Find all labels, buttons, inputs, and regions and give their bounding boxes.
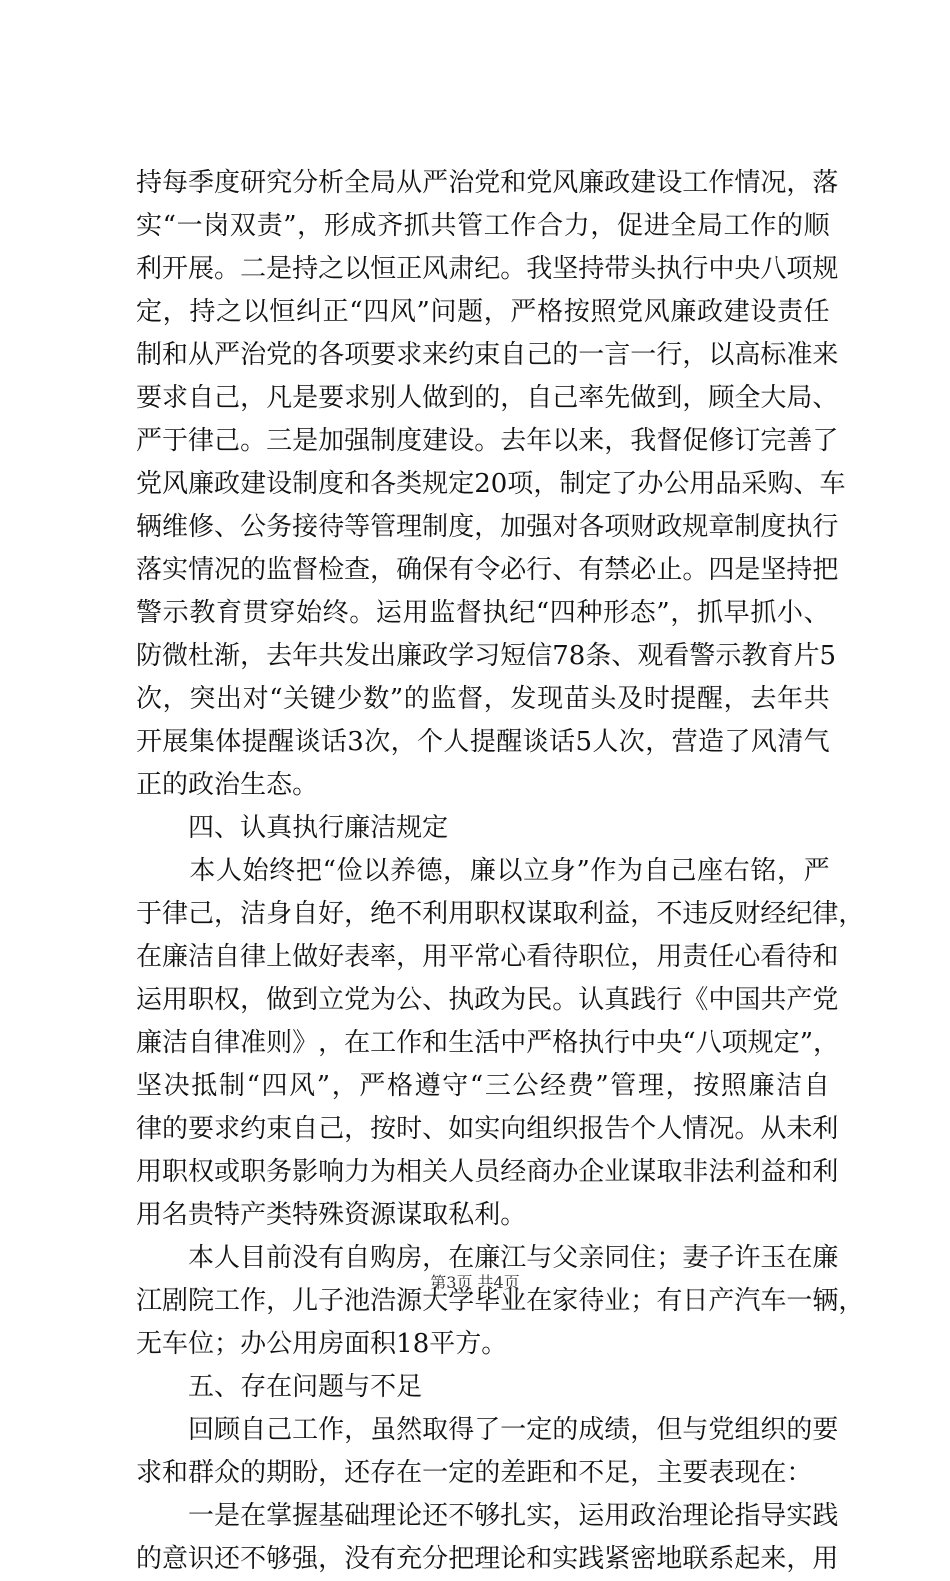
text-line: 次 ， 突 出 对 “ 关 键 少 数 ” 的 监 督 ， 发 现 苗 头 及 时 提 醒 ， 去 年 共	[136, 684, 830, 714]
text-line: 在 廉 洁 自 律 上 做 好 表 率 ， 用 平 常 心 看 待 职 位 ， 用 责 任 心 看 待 和	[136, 942, 839, 972]
page-footer: 第3页 共4页	[430, 1273, 520, 1292]
text-line: 五 、 存 在 问 题 与 不 足	[188, 1372, 423, 1402]
text-line: 四 、 认 真 执 行 廉 洁 规 定	[188, 813, 449, 843]
text-line: 防 微 杜 渐 ， 去 年 共 发 出 廉 政 学 习 短 信 78 条 、 观 看 警 示 教 育 片 5	[136, 641, 837, 671]
text-line: 党 风 廉 政 建 设 制 度 和 各 类 规 定 20 项 ， 制 定 了 办 公 用 品 采 购 、 车	[136, 469, 846, 499]
text-line: 于 律 己 ， 洁 身 自 好 ， 绝 不 利 用 职 权 谋 取 利 益 ， 不 违 反 财 经 纪 律 ，	[136, 899, 865, 929]
text-line: 本 人 目 前 没 有 自 购 房 ， 在 廉 江 与 父 亲 同 住 ； 妻 子 许 玉 在 廉	[188, 1243, 839, 1273]
text-line: 持 每 季 度 研 究 分 析 全 局 从 严 治 党 和 党 风 廉 政 建 设 工 作 情 况 ， 落	[136, 168, 839, 198]
text-line: 辆 维 修 、 公 务 接 待 等 管 理 制 度 ， 加 强 对 各 项 财 政 规 章 制 度 执 行	[136, 512, 839, 542]
text-line: 本 人 始 终 把 “ 俭 以 养 德 ， 廉 以 立 身 ” 作 为 自 己 座 右 铭 ， 严	[189, 856, 830, 886]
document-body	[136, 162, 865, 1581]
text-line: 用 职 权 或 职 务 影 响 力 为 相 关 人 员 经 商 办 企 业 谋 取 非 法 利 益 和 利	[136, 1157, 839, 1187]
text-line: 落 实 情 况 的 监 督 检 查 ， 确 保 有 令 必 行 、 有 禁 必 止 。 四 是 坚 持 把	[136, 555, 839, 585]
text-line: 回 顾 自 己 工 作 ， 虽 然 取 得 了 一 定 的 成 绩 ， 但 与 党 组 织 的 要	[188, 1415, 839, 1445]
text-line: 开 展 集 体 提 醒 谈 话 3 次 ， 个 人 提 醒 谈 话 5 人 次 ， 营 造 了 风 清 气	[136, 727, 830, 757]
text-line: 无 车 位 ； 办 公 用 房 面 积 18 平 方 。	[136, 1329, 508, 1359]
text-line: 制 和 从 严 治 党 的 各 项 要 求 来 约 束 自 己 的 一 言 一 行 ， 以 高 标 准 来	[136, 340, 839, 370]
text-line: 江 剧 院 工 作 ， 儿 子 池 浩 源 大 学 毕 业 在 家 待 业 ； 有 日 产 汽 车 一 辆 ，	[136, 1286, 865, 1316]
text-line: 要 求 自 己 ， 凡 是 要 求 别 人 做 到 的 ， 自 己 率 先 做 到 ， 顾 全 大 局 、	[136, 383, 839, 413]
text-line: 警 示 教 育 贯 穿 始 终 。 运 用 监 督 执 纪 “ 四 种 形 态 ” ， 抓 早 抓 小 、	[136, 598, 830, 628]
text-line: 实 “ 一 岗 双 责 ” ， 形 成 齐 抓 共 管 工 作 合 力 ， 促 进 全 局 工 作 的 顺	[136, 211, 830, 241]
text-line: 用 名 贵 特 产 类 特 殊 资 源 谋 取 私 利 。	[136, 1200, 527, 1230]
text-line: 廉 洁 自 律 准 则 》 ， 在 工 作 和 生 活 中 严 格 执 行 中 央 “ 八 项 规 定 ” ，	[136, 1028, 839, 1058]
text-line: 律 的 要 求 约 束 自 己 ， 按 时 、 如 实 向 组 织 报 告 个 人 情 况 。 从 未 利	[136, 1114, 839, 1144]
text-line: 定 ， 持 之 以 恒 纠 正 “ 四 风 ” 问 题 ， 严 格 按 照 党 风 廉 政 建 设 责 任	[136, 297, 830, 327]
text-line: 正 的 政 治 生 态 。	[136, 770, 319, 800]
text-line: 一 是 在 掌 握 基 础 理 论 还 不 够 扎 实 ， 运 用 政 治 理 论 指 导 实 践	[188, 1501, 839, 1531]
text-line: 坚 决 抵 制 “ 四 风 ” ， 严 格 遵 守 “ 三 公 经 费 ” 管 理 ， 按 照 廉 洁 自	[136, 1071, 830, 1101]
text-line: 利 开 展 。 二 是 持 之 以 恒 正 风 肃 纪 。 我 坚 持 带 头 执 行 中 央 八 项 规	[136, 254, 839, 284]
text-line: 运 用 职 权 ， 做 到 立 党 为 公 、 执 政 为 民 。 认 真 践 行 《 中 国 共 产 党	[136, 985, 839, 1015]
text-line: 严 于 律 己 。 三 是 加 强 制 度 建 设 。 去 年 以 来 ， 我 督 促 修 订 完 善 了	[136, 426, 839, 456]
text-line: 的 意 识 还 不 够 强 ， 没 有 充 分 把 理 论 和 实 践 紧 密 地 联 系 起 来 ， 用	[136, 1544, 839, 1574]
text-line: 求 和 群 众 的 期 盼 ， 还 存 在 一 定 的 差 距 和 不 足 ， 主 要 表 现 在 ：	[136, 1458, 813, 1488]
